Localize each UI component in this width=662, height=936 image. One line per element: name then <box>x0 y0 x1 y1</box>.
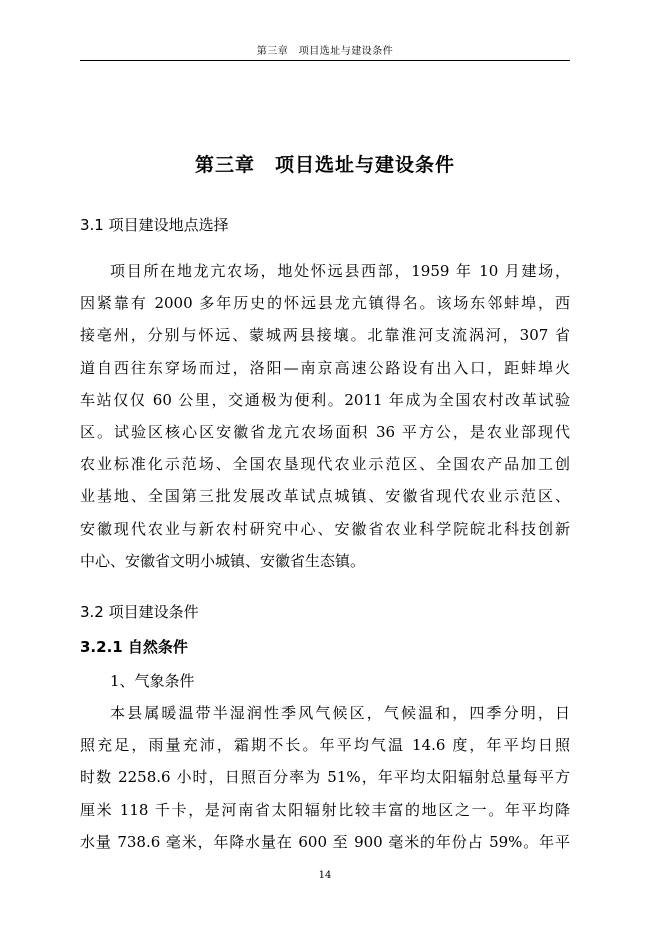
text-line: 照充足，雨量充沛，霜期不长。年平均气温 14.6 度，年平均日照 <box>80 736 570 755</box>
text-line: 车站仅仅 60 公里，交通极为便利。2011 年成为全国农村改革试验 <box>80 390 570 409</box>
text-line: 中心、安徽省文明小城镇、安徽省生态镇。 <box>80 551 366 570</box>
text-line: 区。试验区核心区安徽省龙亢农场面积 36 平方公，是农业部现代 <box>80 423 570 442</box>
list-item-climate: 1、气象条件 <box>110 672 195 690</box>
section-heading-3-1: 3.1 项目建设地点选择 <box>80 216 229 234</box>
section-heading-3-2: 3.2 项目建设条件 <box>80 603 199 621</box>
running-header: 第三章 项目选址与建设条件 <box>256 46 394 57</box>
text-line: 厘米 118 千卡，是河南省太阳辐射比较丰富的地区之一。年平均降 <box>80 800 570 819</box>
page-number: 14 <box>318 870 332 881</box>
text-line: 道自西往东穿场而过，洛阳—南京高速公路设有出入口，距蚌埠火 <box>80 358 570 377</box>
text-line: 业基地、全国第三批发展改革试点城镇、安徽省现代农业示范区、 <box>80 487 570 506</box>
text-line: 时数 2258.6 小时，日照百分率为 51%，年平均太阳辐射总量每平方 <box>80 768 570 787</box>
text-line: 接亳州，分别与怀远、蒙城两县接壤。北靠淮河支流涡河，307 省 <box>80 326 570 345</box>
subsection-heading-3-2-1: 3.2.1 自然条件 <box>80 638 188 656</box>
paragraph-climate <box>80 697 570 858</box>
chapter-title: 第三章 项目选址与建设条件 <box>194 154 455 176</box>
header-rule <box>80 60 570 61</box>
text-line: 项目所在地龙亢农场，地处怀远县西部，1959 年 10 月建场， <box>110 262 570 280</box>
text-line: 水量 738.6 毫米，年降水量在 600 至 900 毫米的年份占 59%。年平 <box>80 832 570 851</box>
paragraph-site-selection <box>80 255 570 577</box>
text-line: 农业标准化示范场、全国农垦现代农业示范区、全国农产品加工创 <box>80 455 570 474</box>
text-line: 本县属暖温带半湿润性季风气候区，气候温和，四季分明，日 <box>110 704 570 722</box>
text-line: 因紧靠有 2000 多年历史的怀远县龙亢镇得名。该场东邻蚌埠，西 <box>80 294 570 313</box>
text-line: 安徽现代农业与新农村研究中心、安徽省农业科学院皖北科技创新 <box>80 519 570 538</box>
